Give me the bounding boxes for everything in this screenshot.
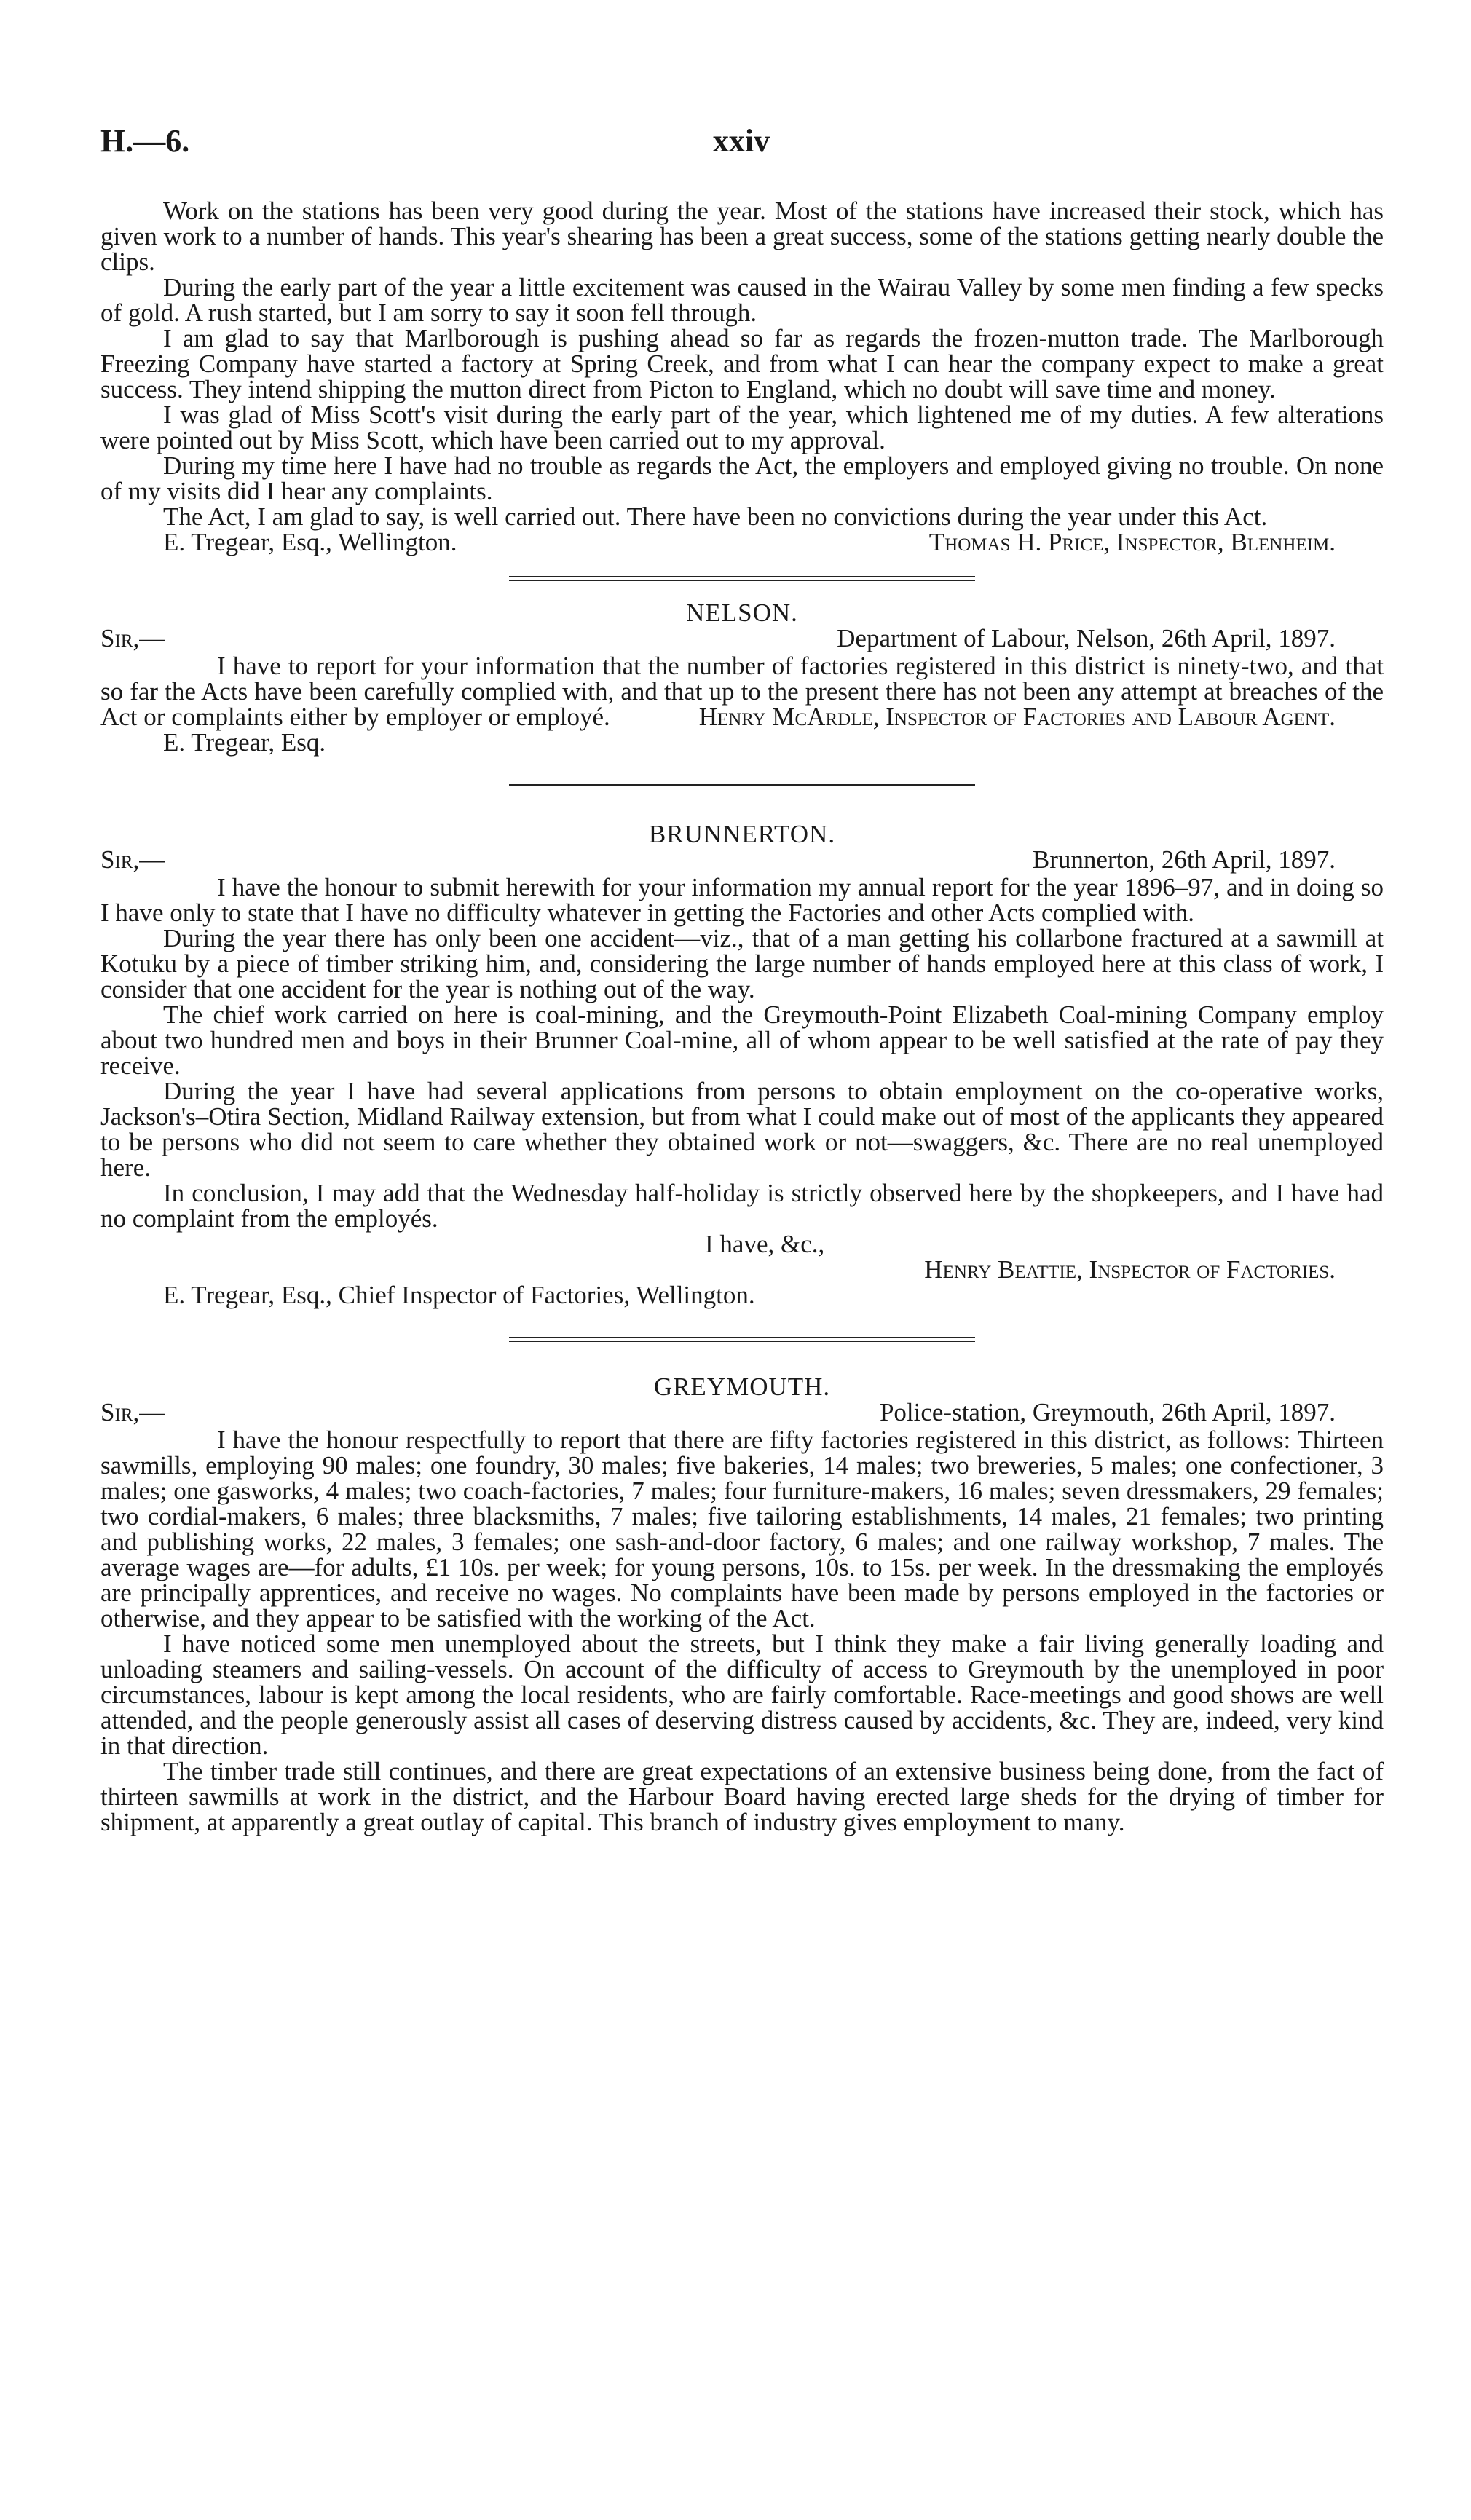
paragraph: I have the honour to submit herewith for your information my annual report for the year 1896–97, and in doing so I have only to state that I have no difficulty whatever in getting the Factories and other Acts complied with. bbox=[100, 873, 1384, 927]
blenheim-report bbox=[100, 198, 1384, 563]
paragraph: I have to report for your information that the number of factories registered in this district is ninety-two, and that so far the Acts have been carefully complied with, and that up to the present there has not been any attempt at breaches of the Act or complaints either by employer or employé. bbox=[100, 652, 1384, 731]
nelson-report bbox=[100, 600, 1384, 755]
section-divider bbox=[509, 1337, 975, 1342]
paragraph: I have noticed some men unemployed about the streets, but I think they make a fair living generally loading and unloading steamers and sailing-vessels. On account of the difficulty of access to Greymouth by the unemployed in poor circumstances, labour is kept among the local residents, who are fairly comfortable. Race-meetings and good shows are well attended, and the people generously assist all cases of deserving distress caused by accidents, &c. They are, indeed, very kind in that direction. bbox=[100, 1630, 1384, 1760]
greymouth-report bbox=[100, 1374, 1384, 1835]
section-divider bbox=[509, 576, 975, 581]
page-number: xxiv bbox=[712, 123, 770, 159]
paragraph: During the early part of the year a little excitement was caused in the Wairau Valley by some men finding a few specks of gold. A rush started, but I am sorry to say it soon fell through. bbox=[100, 273, 1384, 327]
paragraph: During the year I have had several applications from persons to obtain employment on the co-operative works, Jackson's–Otira Section, Midland Railway extension, but from what I could make out of most of the applicants they appeared to be persons who did not seem to care whether they obtained work or not—swaggers, &c. There are no real unemployed here. bbox=[100, 1077, 1384, 1182]
paragraph: Work on the stations has been very good during the year. Most of the stations have increased their stock, which has given work to a number of hands. This year's shearing has been a great success, some of the stations getting nearly double the clips. bbox=[100, 197, 1384, 276]
salutation-row bbox=[100, 625, 1384, 653]
document-reference: H.—6. bbox=[100, 123, 190, 159]
section-heading: BRUNNERTON. bbox=[648, 820, 836, 848]
paragraph: The timber trade still continues, and there are great expectations of an extensive business being done, from the fact of thirteen sawmills at work in the district, and the Harbour Board having erected large sheds for the drying of timber for shipment, at apparently a great outlay of capital. This branch of industry gives employment to many. bbox=[100, 1757, 1384, 1836]
paragraph: The chief work carried on here is coal-mining, and the Greymouth-Point Elizabeth Coal-mining Company employ about two hundred men and boys in their Brunner Coal-mine, all of whom appear to be well satisfied at the rate of pay they receive. bbox=[100, 1000, 1384, 1080]
salutation: Sir,— bbox=[100, 624, 165, 652]
paragraph: The Act, I am glad to say, is well carried out. There have been no convictions during the year under this Act. bbox=[163, 502, 1268, 531]
closing: I have, &c., bbox=[705, 1230, 825, 1258]
page-header bbox=[100, 122, 1382, 166]
section-heading: NELSON. bbox=[686, 599, 798, 627]
signature: Thomas H. Price, Inspector, Blenheim. bbox=[928, 528, 1336, 556]
paragraph: During my time here I have had no trouble as regards the Act, the employers and employed giving no trouble. On none of my visits did I hear any complaints. bbox=[100, 451, 1384, 505]
addressee: E. Tregear, Esq., Chief Inspector of Factories, Wellington. bbox=[163, 1281, 755, 1309]
sender-address: Department of Labour, Nelson, 26th April, 1897. bbox=[837, 624, 1336, 652]
paragraph: I have the honour respectfully to report that there are fifty factories registered in this district, as follows: Thirteen sawmills, employing 90 males; one foundry, 30 males; five bakeries, 14 males; two breweries, 5 males; one confectioner, 3 males; one gasworks, 4 males; two coach-factories, 7 males; four furniture-makers, 16 males; seven dressmakers, 29 females; two cordial-makers, 6 males; three blacksmiths, 7 males; five tailoring establishments, 14 males, 21 females; two printing and publishing works, 22 males, 3 females; one sash-and-door factory, 6 males; and one railway workshop, 7 males. The average wages are—for adults, £1 10s. per week; for young persons, 10s. to 15s. per week. In the dressmaking the employés are principally apprentices, and receive no wages. No complaints have been made by persons employed in the factories or otherwise, and they appear to be satisfied with the working of the Act. bbox=[100, 1426, 1384, 1632]
sender-address: Police-station, Greymouth, 26th April, 1897. bbox=[879, 1398, 1336, 1426]
addressee: E. Tregear, Esq. bbox=[163, 728, 326, 757]
page-content bbox=[100, 198, 1384, 1835]
salutation: Sir,— bbox=[100, 845, 165, 874]
section-divider bbox=[509, 784, 975, 789]
signature: Henry McArdle, Inspector of Factories and Labour Agent. bbox=[698, 703, 1336, 731]
signature-row bbox=[100, 529, 1384, 563]
salutation-row bbox=[100, 847, 1384, 874]
paragraph: I was glad of Miss Scott's visit during the early part of the year, which lightened me of my duties. A few alterations were pointed out by Miss Scott, which have been carried out to my approval. bbox=[100, 400, 1384, 454]
paragraph: I am glad to say that Marlborough is pushing ahead so far as regards the frozen-mutton trade. The Marlborough Freezing Company have started a factory at Spring Creek, and from what I can hear the company expect to make a great success. They intend shipping the mutton direct from Picton to England, which no doubt will save time and money. bbox=[100, 324, 1384, 403]
sender-address: Brunnerton, 26th April, 1897. bbox=[1032, 845, 1336, 874]
section-heading: GREYMOUTH. bbox=[653, 1372, 831, 1401]
salutation-row bbox=[100, 1399, 1384, 1427]
addressee: E. Tregear, Esq., Wellington. bbox=[163, 528, 457, 556]
brunnerton-report bbox=[100, 821, 1384, 1308]
signature: Henry Beattie, Inspector of Factories. bbox=[924, 1255, 1336, 1284]
paragraph: In conclusion, I may add that the Wednesday half-holiday is strictly observed here by the shopkeepers, and I have had no complaint from the employés. bbox=[100, 1179, 1384, 1233]
paragraph: During the year there has only been one accident—viz., that of a man getting his collarbone fractured at a sawmill at Kotuku by a piece of timber striking him, and, considering the large number of hands employed here at this class of work, I consider that one accident for the year is nothing out of the way. bbox=[100, 924, 1384, 1003]
salutation: Sir,— bbox=[100, 1398, 165, 1426]
